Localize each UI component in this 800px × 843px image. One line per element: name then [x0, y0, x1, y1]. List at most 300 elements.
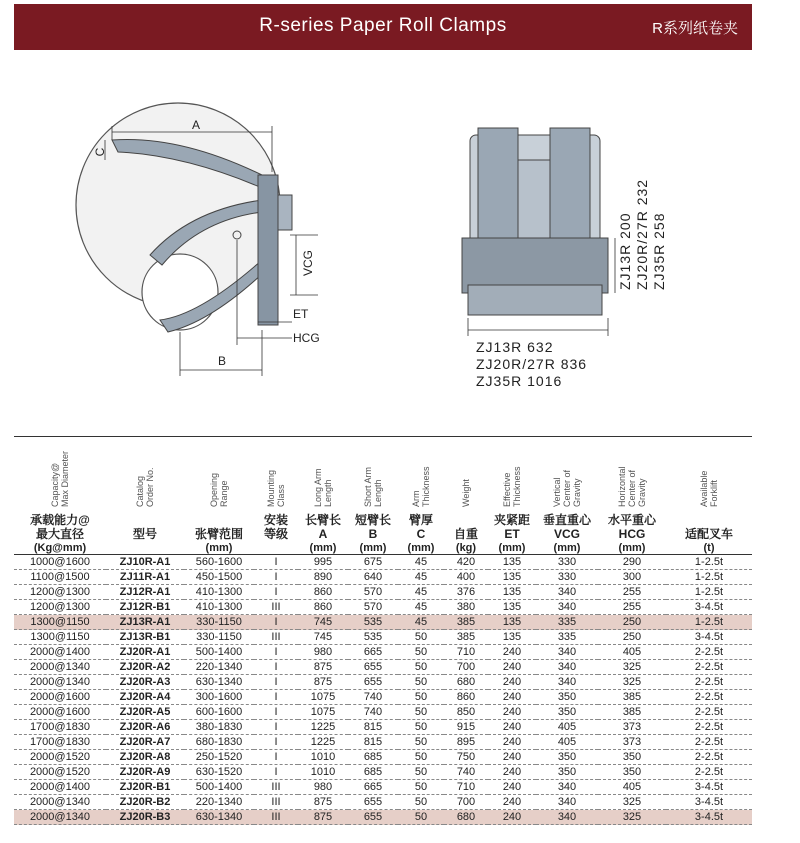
long-arm-cell: 1225 [298, 720, 348, 735]
hcg-cell: 373 [598, 720, 666, 735]
opening-range-cell: 330-1150 [184, 615, 254, 630]
vcg-cell: 350 [536, 750, 598, 765]
model-cell: ZJ11R-A1 [106, 570, 184, 585]
col-header-cn: 短臂长 B [354, 512, 391, 541]
hcg-cell: 325 [598, 795, 666, 810]
effective-thickness-cell: 240 [488, 720, 536, 735]
unit-row [14, 541, 752, 555]
model-cell: ZJ13R-B1 [106, 630, 184, 645]
opening-range-cell: 630-1340 [184, 810, 254, 825]
forklift-cell: 1-2.5t [666, 615, 752, 630]
mounting-class-cell: I [254, 645, 298, 660]
table-row [14, 645, 752, 660]
table-row [14, 570, 752, 585]
opening-range-cell: 220-1340 [184, 795, 254, 810]
col-header-en: Arm Thickness [411, 465, 431, 507]
arm-thickness-cell: 50 [398, 630, 444, 645]
arm-thickness-cell: 50 [398, 690, 444, 705]
weight-cell: 376 [444, 585, 488, 600]
col-header-en: Vertical Center of Gravity [552, 469, 582, 507]
model-cell: ZJ20R-A5 [106, 705, 184, 720]
forklift-cell: 3-4.5t [666, 780, 752, 795]
capacity-cell: 2000@1340 [14, 810, 106, 825]
col-header-en: Catalog Order No. [135, 466, 155, 507]
opening-range-cell: 600-1600 [184, 705, 254, 720]
table-row [14, 630, 752, 645]
capacity-cell: 2000@1520 [14, 750, 106, 765]
long-arm-cell: 1225 [298, 735, 348, 750]
hcg-cell: 300 [598, 570, 666, 585]
arm-thickness-cell: 45 [398, 585, 444, 600]
hcg-cell: 350 [598, 765, 666, 780]
model-cell: ZJ20R-B1 [106, 780, 184, 795]
effective-thickness-cell: 135 [488, 615, 536, 630]
weight-cell: 915 [444, 720, 488, 735]
col-header-en: Capacity@ Max Diameter [50, 450, 70, 507]
vcg-cell: 340 [536, 675, 598, 690]
hcg-cell: 250 [598, 630, 666, 645]
forklift-cell: 2-2.5t [666, 750, 752, 765]
hcg-cell: 255 [598, 600, 666, 615]
short-arm-cell: 570 [348, 585, 398, 600]
forklift-cell: 1-2.5t [666, 570, 752, 585]
effective-thickness-cell: 240 [488, 675, 536, 690]
vcg-cell: 405 [536, 735, 598, 750]
vcg-cell: 330 [536, 570, 598, 585]
short-arm-cell: 535 [348, 615, 398, 630]
long-arm-cell: 875 [298, 810, 348, 825]
weight-cell: 710 [444, 780, 488, 795]
header-cn-row [14, 509, 752, 541]
dim-label-vcg: VCG [301, 249, 315, 277]
vcg-cell: 340 [536, 600, 598, 615]
col-header-en: Short Arm Length [363, 466, 383, 507]
short-arm-cell: 665 [348, 780, 398, 795]
opening-range-cell: 560-1600 [184, 555, 254, 570]
arm-thickness-cell: 45 [398, 570, 444, 585]
table-row [14, 675, 752, 690]
arm-thickness-cell: 50 [398, 735, 444, 750]
opening-range-cell: 630-1340 [184, 675, 254, 690]
dim-label-a: A [191, 118, 201, 132]
opening-range-cell: 410-1300 [184, 585, 254, 600]
mounting-class-cell: I [254, 570, 298, 585]
col-header-en: Horizontal Center of Gravity [617, 465, 647, 507]
col-unit: (mm) [598, 541, 666, 555]
height-dim-3: ZJ35R 258 [651, 212, 667, 290]
width-dim-3: ZJ35R 1016 [476, 373, 563, 389]
col-header-en: Weight [461, 478, 471, 507]
long-arm-cell: 980 [298, 780, 348, 795]
capacity-cell: 2000@1400 [14, 645, 106, 660]
vcg-cell: 335 [536, 615, 598, 630]
table-row [14, 690, 752, 705]
effective-thickness-cell: 240 [488, 780, 536, 795]
capacity-cell: 2000@1340 [14, 660, 106, 675]
rear-plate [468, 285, 602, 315]
capacity-cell: 1200@1300 [14, 600, 106, 615]
mounting-class-cell: III [254, 810, 298, 825]
weight-cell: 860 [444, 690, 488, 705]
mounting-class-cell: I [254, 765, 298, 780]
long-arm-cell: 980 [298, 645, 348, 660]
col-header-en: Available Forklift [699, 470, 719, 507]
model-cell: ZJ20R-A9 [106, 765, 184, 780]
long-arm-cell: 875 [298, 795, 348, 810]
long-arm-cell: 890 [298, 570, 348, 585]
vcg-cell: 350 [536, 705, 598, 720]
capacity-cell: 1200@1300 [14, 585, 106, 600]
table-row [14, 735, 752, 750]
table-row [14, 720, 752, 735]
short-arm-cell: 740 [348, 705, 398, 720]
arm-thickness-cell: 50 [398, 660, 444, 675]
short-arm-cell: 655 [348, 810, 398, 825]
spec-table [14, 436, 752, 825]
arm-thickness-cell: 50 [398, 645, 444, 660]
model-cell: ZJ13R-A1 [106, 615, 184, 630]
hcg-cell: 405 [598, 645, 666, 660]
left-cylinder [478, 128, 518, 243]
model-cell: ZJ20R-A8 [106, 750, 184, 765]
table-row [14, 780, 752, 795]
weight-cell: 680 [444, 675, 488, 690]
mounting-class-cell: I [254, 585, 298, 600]
model-cell: ZJ20R-B3 [106, 810, 184, 825]
weight-cell: 680 [444, 810, 488, 825]
effective-thickness-cell: 240 [488, 810, 536, 825]
opening-range-cell: 410-1300 [184, 600, 254, 615]
table-row [14, 585, 752, 600]
capacity-cell: 2000@1520 [14, 765, 106, 780]
forklift-cell: 2-2.5t [666, 645, 752, 660]
width-dim-1: ZJ13R 632 [476, 339, 554, 355]
opening-range-cell: 380-1830 [184, 720, 254, 735]
vcg-cell: 350 [536, 690, 598, 705]
effective-thickness-cell: 135 [488, 630, 536, 645]
arm-thickness-cell: 50 [398, 795, 444, 810]
mounting-class-cell: I [254, 720, 298, 735]
mounting-class-cell: I [254, 555, 298, 570]
hcg-cell: 385 [598, 690, 666, 705]
effective-thickness-cell: 135 [488, 600, 536, 615]
weight-cell: 400 [444, 570, 488, 585]
effective-thickness-cell: 240 [488, 750, 536, 765]
capacity-cell: 2000@1600 [14, 690, 106, 705]
col-unit: (mm) [298, 541, 348, 555]
vcg-cell: 340 [536, 585, 598, 600]
hcg-cell: 350 [598, 750, 666, 765]
title-bar [14, 4, 752, 50]
weight-cell: 750 [444, 750, 488, 765]
long-arm-cell: 745 [298, 630, 348, 645]
opening-range-cell: 500-1400 [184, 645, 254, 660]
vcg-cell: 350 [536, 765, 598, 780]
capacity-cell: 1700@1830 [14, 735, 106, 750]
mounting-class-cell: I [254, 615, 298, 630]
weight-cell: 700 [444, 660, 488, 675]
vcg-cell: 340 [536, 660, 598, 675]
short-arm-cell: 655 [348, 795, 398, 810]
effective-thickness-cell: 135 [488, 570, 536, 585]
col-unit: (Kg@mm) [14, 541, 106, 555]
opening-range-cell: 220-1340 [184, 660, 254, 675]
forklift-cell: 2-2.5t [666, 675, 752, 690]
spec-table-body [14, 555, 752, 825]
hcg-cell: 373 [598, 735, 666, 750]
effective-thickness-cell: 240 [488, 705, 536, 720]
col-header-cn: 张臂范围 [194, 526, 243, 541]
hcg-cell: 255 [598, 585, 666, 600]
right-cylinder [550, 128, 590, 243]
col-header-en: Opening Range [209, 472, 229, 507]
col-header-en: Mounting Class [266, 469, 286, 507]
vcg-cell: 340 [536, 795, 598, 810]
long-arm-cell: 1010 [298, 765, 348, 780]
capacity-cell: 1300@1150 [14, 630, 106, 645]
effective-thickness-cell: 240 [488, 735, 536, 750]
table-row [14, 765, 752, 780]
arm-thickness-cell: 50 [398, 765, 444, 780]
col-unit: (mm) [348, 541, 398, 555]
short-arm-cell: 570 [348, 600, 398, 615]
arm-thickness-cell: 45 [398, 600, 444, 615]
arm-thickness-cell: 50 [398, 705, 444, 720]
long-arm-cell: 860 [298, 600, 348, 615]
col-unit [254, 541, 298, 555]
effective-thickness-cell: 240 [488, 690, 536, 705]
mounting-class-cell: III [254, 780, 298, 795]
hcg-cell: 385 [598, 705, 666, 720]
effective-thickness-cell: 135 [488, 585, 536, 600]
dim-label-c: C [93, 147, 107, 157]
long-arm-cell: 875 [298, 675, 348, 690]
hcg-cell: 325 [598, 675, 666, 690]
hcg-cell: 290 [598, 555, 666, 570]
forklift-cell: 3-4.5t [666, 810, 752, 825]
vcg-cell: 330 [536, 555, 598, 570]
model-cell: ZJ12R-A1 [106, 585, 184, 600]
table-row [14, 555, 752, 570]
effective-thickness-cell: 240 [488, 645, 536, 660]
forklift-cell: 2-2.5t [666, 660, 752, 675]
weight-cell: 380 [444, 600, 488, 615]
hcg-cell: 325 [598, 660, 666, 675]
short-arm-cell: 675 [348, 555, 398, 570]
model-cell: ZJ20R-B2 [106, 795, 184, 810]
forklift-cell: 2-2.5t [666, 765, 752, 780]
col-header-cn: 承载能力@ 最大直径 [30, 512, 90, 541]
weight-cell: 710 [444, 645, 488, 660]
opening-range-cell: 250-1520 [184, 750, 254, 765]
height-dim-1: ZJ13R 200 [617, 212, 633, 290]
col-unit: (mm) [488, 541, 536, 555]
cylinder-block [278, 195, 292, 230]
forklift-cell: 2-2.5t [666, 690, 752, 705]
mounting-class-cell: III [254, 600, 298, 615]
weight-cell: 740 [444, 765, 488, 780]
weight-cell: 420 [444, 555, 488, 570]
long-arm-cell: 875 [298, 660, 348, 675]
col-unit: (t) [666, 541, 752, 555]
weight-cell: 850 [444, 705, 488, 720]
table-row [14, 600, 752, 615]
model-cell: ZJ20R-A6 [106, 720, 184, 735]
short-arm-cell: 685 [348, 750, 398, 765]
weight-cell: 385 [444, 630, 488, 645]
col-unit: (mm) [184, 541, 254, 555]
capacity-cell: 2000@1340 [14, 675, 106, 690]
spec-table-wrap [14, 436, 752, 825]
opening-range-cell: 450-1500 [184, 570, 254, 585]
long-arm-cell: 860 [298, 585, 348, 600]
short-arm-cell: 665 [348, 645, 398, 660]
vcg-cell: 405 [536, 720, 598, 735]
vcg-cell: 340 [536, 780, 598, 795]
capacity-cell: 1000@1600 [14, 555, 106, 570]
height-dim-2: ZJ20R/27R 232 [634, 178, 650, 290]
col-header-cn: 长臂长 A [304, 512, 341, 541]
mounting-class-cell: I [254, 750, 298, 765]
mounting-class-cell: I [254, 735, 298, 750]
arm-thickness-cell: 50 [398, 720, 444, 735]
short-arm-cell: 815 [348, 720, 398, 735]
capacity-cell: 2000@1340 [14, 795, 106, 810]
col-header-cn: 垂直重心 VCG [542, 512, 591, 541]
page-title: R-series Paper Roll Clamps [259, 15, 507, 36]
mounting-class-cell: III [254, 630, 298, 645]
table-row [14, 705, 752, 720]
carriage-frame [258, 175, 278, 325]
col-unit: (kg) [444, 541, 488, 555]
width-dim-2: ZJ20R/27R 836 [476, 356, 588, 372]
long-arm-cell: 995 [298, 555, 348, 570]
long-arm-cell: 745 [298, 615, 348, 630]
col-header-cn: 臂厚 C [408, 512, 433, 541]
col-header-cn: 适配叉车 [684, 526, 733, 541]
arm-thickness-cell: 45 [398, 555, 444, 570]
short-arm-cell: 640 [348, 570, 398, 585]
col-header-cn: 夹紧距 ET [493, 512, 530, 541]
table-row [14, 750, 752, 765]
capacity-cell: 2000@1400 [14, 780, 106, 795]
vcg-cell: 335 [536, 630, 598, 645]
model-cell: ZJ20R-A7 [106, 735, 184, 750]
short-arm-cell: 655 [348, 660, 398, 675]
forklift-cell: 3-4.5t [666, 630, 752, 645]
forklift-cell: 1-2.5t [666, 555, 752, 570]
weight-cell: 385 [444, 615, 488, 630]
opening-range-cell: 330-1150 [184, 630, 254, 645]
opening-range-cell: 500-1400 [184, 780, 254, 795]
table-row [14, 615, 752, 630]
forklift-cell: 2-2.5t [666, 735, 752, 750]
col-header-cn: 水平重心 HCG [607, 512, 656, 541]
header-en-row [14, 437, 752, 509]
effective-thickness-cell: 240 [488, 765, 536, 780]
vcg-cell: 340 [536, 810, 598, 825]
hcg-cell: 250 [598, 615, 666, 630]
col-unit [106, 541, 184, 555]
col-unit: (mm) [398, 541, 444, 555]
vcg-cell: 340 [536, 645, 598, 660]
weight-cell: 700 [444, 795, 488, 810]
dim-label-et: ET [293, 307, 309, 321]
model-cell: ZJ12R-B1 [106, 600, 184, 615]
model-cell: ZJ10R-A1 [106, 555, 184, 570]
page-title-cn: R系列纸卷夹 [652, 20, 738, 37]
table-row [14, 660, 752, 675]
col-unit: (mm) [536, 541, 598, 555]
rear-view [462, 128, 615, 336]
arm-thickness-cell: 50 [398, 780, 444, 795]
hcg-cell: 405 [598, 780, 666, 795]
short-arm-cell: 655 [348, 675, 398, 690]
center-plate [518, 160, 550, 240]
model-cell: ZJ20R-A3 [106, 675, 184, 690]
mounting-class-cell: I [254, 675, 298, 690]
long-arm-cell: 1075 [298, 705, 348, 720]
short-arm-cell: 740 [348, 690, 398, 705]
opening-range-cell: 300-1600 [184, 690, 254, 705]
opening-range-cell: 680-1830 [184, 735, 254, 750]
forklift-cell: 2-2.5t [666, 705, 752, 720]
forklift-cell: 3-4.5t [666, 600, 752, 615]
arm-thickness-cell: 50 [398, 750, 444, 765]
long-arm-cell: 1075 [298, 690, 348, 705]
capacity-cell: 2000@1600 [14, 705, 106, 720]
clamp-drawing [0, 60, 800, 400]
col-header-en: Effective Thickness [502, 465, 522, 507]
model-cell: ZJ20R-A1 [106, 645, 184, 660]
effective-thickness-cell: 240 [488, 795, 536, 810]
model-cell: ZJ20R-A4 [106, 690, 184, 705]
capacity-cell: 1700@1830 [14, 720, 106, 735]
arm-thickness-cell: 50 [398, 675, 444, 690]
dim-label-b: B [217, 354, 227, 368]
short-arm-cell: 815 [348, 735, 398, 750]
long-arm-cell: 1010 [298, 750, 348, 765]
col-header-en: Long Arm Length [313, 467, 333, 507]
table-row [14, 810, 752, 825]
mounting-class-cell: I [254, 660, 298, 675]
side-view [76, 103, 320, 376]
hcg-cell: 325 [598, 810, 666, 825]
weight-cell: 895 [444, 735, 488, 750]
table-row [14, 795, 752, 810]
model-cell: ZJ20R-A2 [106, 660, 184, 675]
forklift-cell: 3-4.5t [666, 795, 752, 810]
capacity-cell: 1300@1150 [14, 615, 106, 630]
capacity-cell: 1100@1500 [14, 570, 106, 585]
mounting-class-cell: I [254, 705, 298, 720]
forklift-cell: 2-2.5t [666, 720, 752, 735]
forklift-cell: 1-2.5t [666, 585, 752, 600]
mounting-class-cell: III [254, 795, 298, 810]
short-arm-cell: 535 [348, 630, 398, 645]
mounting-class-cell: I [254, 690, 298, 705]
arm-thickness-cell: 45 [398, 615, 444, 630]
effective-thickness-cell: 135 [488, 555, 536, 570]
effective-thickness-cell: 240 [488, 660, 536, 675]
arm-thickness-cell: 50 [398, 810, 444, 825]
col-header-cn: 型号 [132, 526, 157, 541]
opening-range-cell: 630-1520 [184, 765, 254, 780]
col-header-cn: 安装 等级 [263, 512, 288, 541]
dim-label-hcg: HCG [293, 331, 320, 345]
col-header-cn: 自重 [453, 526, 478, 541]
short-arm-cell: 685 [348, 765, 398, 780]
